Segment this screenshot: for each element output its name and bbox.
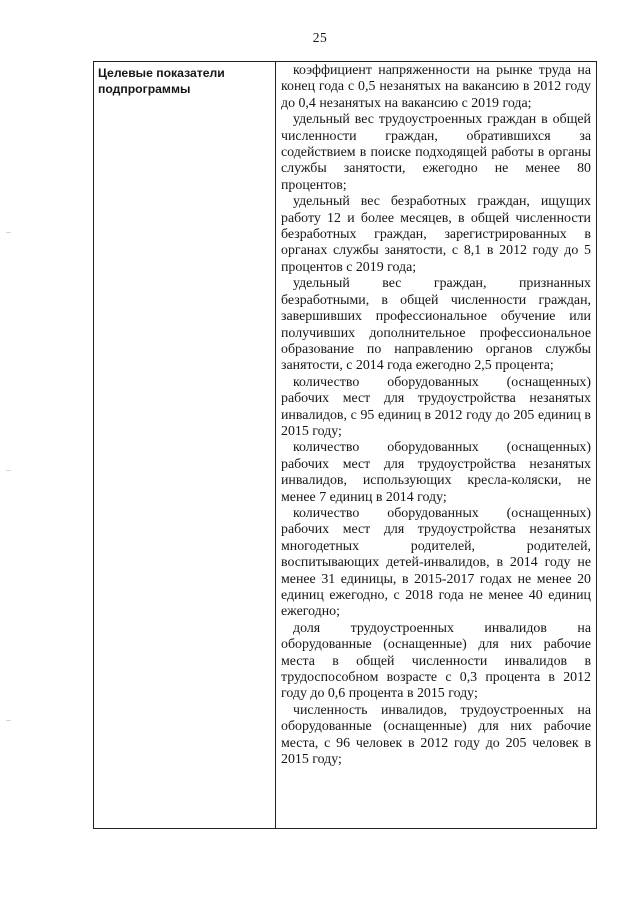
margin-mark	[6, 470, 11, 471]
indicators-table	[93, 61, 597, 829]
indicator-item: удельный вес трудоустроенных граждан в общей численности граждан, обратившихся за содействием в поиске подходящей работы в органы службы занятости, ежегодно не менее 80 процентов;	[281, 112, 591, 193]
indicator-item: количество оборудованных (оснащенных) рабочих мест для трудоустройства незанятых инвалидов, с 95 единиц в 2012 году до 205 единиц в 2015 году;	[281, 374, 591, 439]
page-number: 25	[312, 30, 328, 45]
indicator-item: коэффициент напряженности на рынке труда на конец года с 0,5 незанятых на вакансию в 2012 году до 0,4 незанятых на вакансию с 2019 года;	[281, 63, 591, 111]
indicator-item: удельный вес безработных граждан, ищущих работу 12 и более месяцев, в общей численности безработных граждан, зарегистрированных в органах службы занятости, с 8,1 в 2012 году до 5 процентов с 2019 года;	[281, 194, 591, 275]
table-label-cell: Целевые показатели подпрограммы	[94, 62, 276, 828]
margin-mark	[6, 720, 11, 721]
indicator-item: удельный вес граждан, признанных безработными, в общей численности граждан, завершивших профессиональное обучение или получивших дополнительное профессиональное образование по направлению органов службы занятости, с 2014 года ежегодно 2,5 процента;	[281, 276, 591, 374]
indicator-item: количество оборудованных (оснащенных) рабочих мест для трудоустройства незанятых инвалидов, использующих кресла-коляски, не менее 7 единиц в 2014 году;	[281, 440, 591, 505]
indicator-item: количество оборудованных (оснащенных) рабочих мест для трудоустройства незанятых многодетных родителей, родителей, воспитывающих детей-инвалидов, в 2014 году не менее 31 единицы, в 2015-2017 годах не менее 20 единиц ежегодно, с 2018 года не менее 40 единиц ежегодно;	[281, 505, 591, 620]
table-content-cell	[276, 62, 596, 828]
indicator-item: доля трудоустроенных инвалидов на оборудованные (оснащенные) для них рабочие места в общей численности инвалидов в трудоспособном возрасте с 0,3 процента в 2012 году до 0,6 процента в 2015 году;	[281, 620, 591, 702]
indicator-item: численность инвалидов, трудоустроенных на оборудованные (оснащенные) для них рабочие места, с 96 человек в 2012 году до 205 человек в 2015 году;	[281, 702, 591, 768]
margin-mark	[6, 232, 11, 233]
